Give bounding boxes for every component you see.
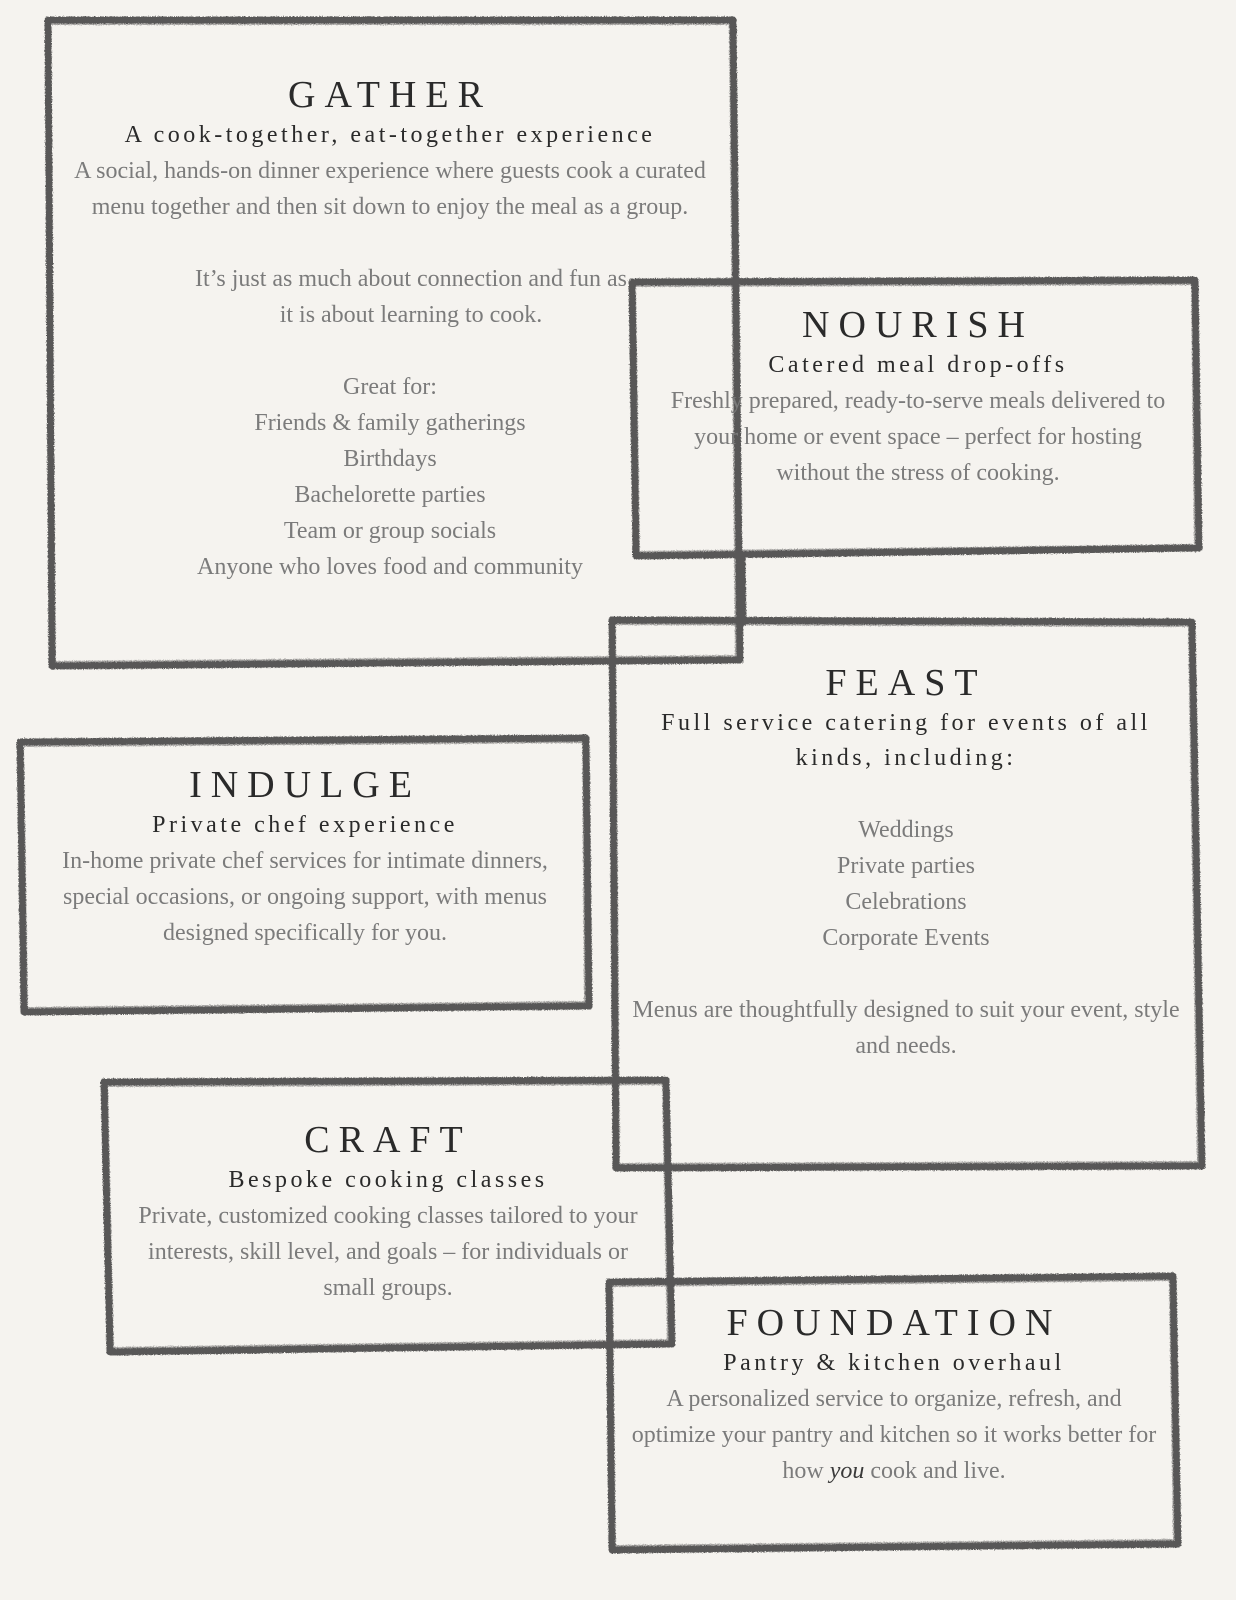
list-item: Bachelorette parties	[294, 482, 486, 508]
indulge-title: INDULGE	[189, 764, 421, 806]
craft-subtitle: Bespoke cooking classes	[228, 1167, 548, 1193]
foundation-desc-after: cook and live.	[870, 1458, 1006, 1484]
gather-list	[60, 405, 720, 585]
feast-note: Menus are thoughtfully designed to suit your event, style and needs.	[632, 997, 1180, 1059]
nourish-subtitle: Catered meal drop-offs	[768, 352, 1068, 378]
nourish-card	[648, 302, 1188, 491]
list-item: Birthdays	[343, 446, 437, 472]
gather-description: A social, hands-on dinner experience where guests cook a curated menu together and then sit down to enjoy the meal as a group.	[74, 158, 706, 220]
craft-title: CRAFT	[304, 1119, 472, 1161]
gather-title: GATHER	[288, 74, 492, 116]
list-item: Celebrations	[845, 889, 967, 915]
feast-card	[620, 660, 1192, 1064]
foundation-description	[620, 1381, 1168, 1489]
indulge-description: In-home private chef services for intimate dinners, special occasions, or ongoing support, with menus designed specifically for you.	[62, 848, 548, 946]
list-item: Corporate Events	[822, 925, 990, 951]
gather-great-for-label: Great for:	[343, 374, 437, 400]
foundation-subtitle: Pantry & kitchen overhaul	[723, 1350, 1065, 1376]
craft-card	[118, 1117, 658, 1306]
indulge-card	[32, 762, 578, 951]
list-item: Weddings	[858, 817, 954, 843]
nourish-title: NOURISH	[802, 304, 1034, 346]
feast-title: FEAST	[825, 662, 987, 704]
foundation-desc-emphasis: you	[829, 1458, 865, 1484]
feast-list	[620, 812, 1192, 956]
nourish-description: Freshly prepared, ready-to-serve meals delivered to your home or event space – perfect for hosting without the stress of cooking.	[670, 388, 1166, 486]
gather-note: It’s just as much about connection and fun as it is about learning to cook.	[195, 266, 627, 328]
gather-subtitle: A cook-together, eat-together experience	[124, 122, 656, 148]
connector-line	[741, 556, 742, 622]
list-item: Friends & family gatherings	[254, 410, 526, 436]
list-item: Team or group socials	[283, 518, 497, 544]
foundation-card	[620, 1300, 1168, 1489]
foundation-title: FOUNDATION	[726, 1302, 1062, 1344]
gather-card	[60, 72, 720, 585]
foundation-desc-before: A personalized service to organize, refresh, and optimize your pantry and kitchen so it works better for how	[631, 1386, 1157, 1484]
indulge-subtitle: Private chef experience	[152, 812, 458, 838]
feast-subtitle: Full service catering for events of all kinds, including:	[661, 710, 1151, 771]
craft-description: Private, customized cooking classes tailored to your interests, skill level, and goals – for individuals or small groups.	[138, 1203, 638, 1301]
list-item: Anyone who loves food and community	[197, 554, 583, 580]
list-item: Private parties	[837, 853, 975, 879]
